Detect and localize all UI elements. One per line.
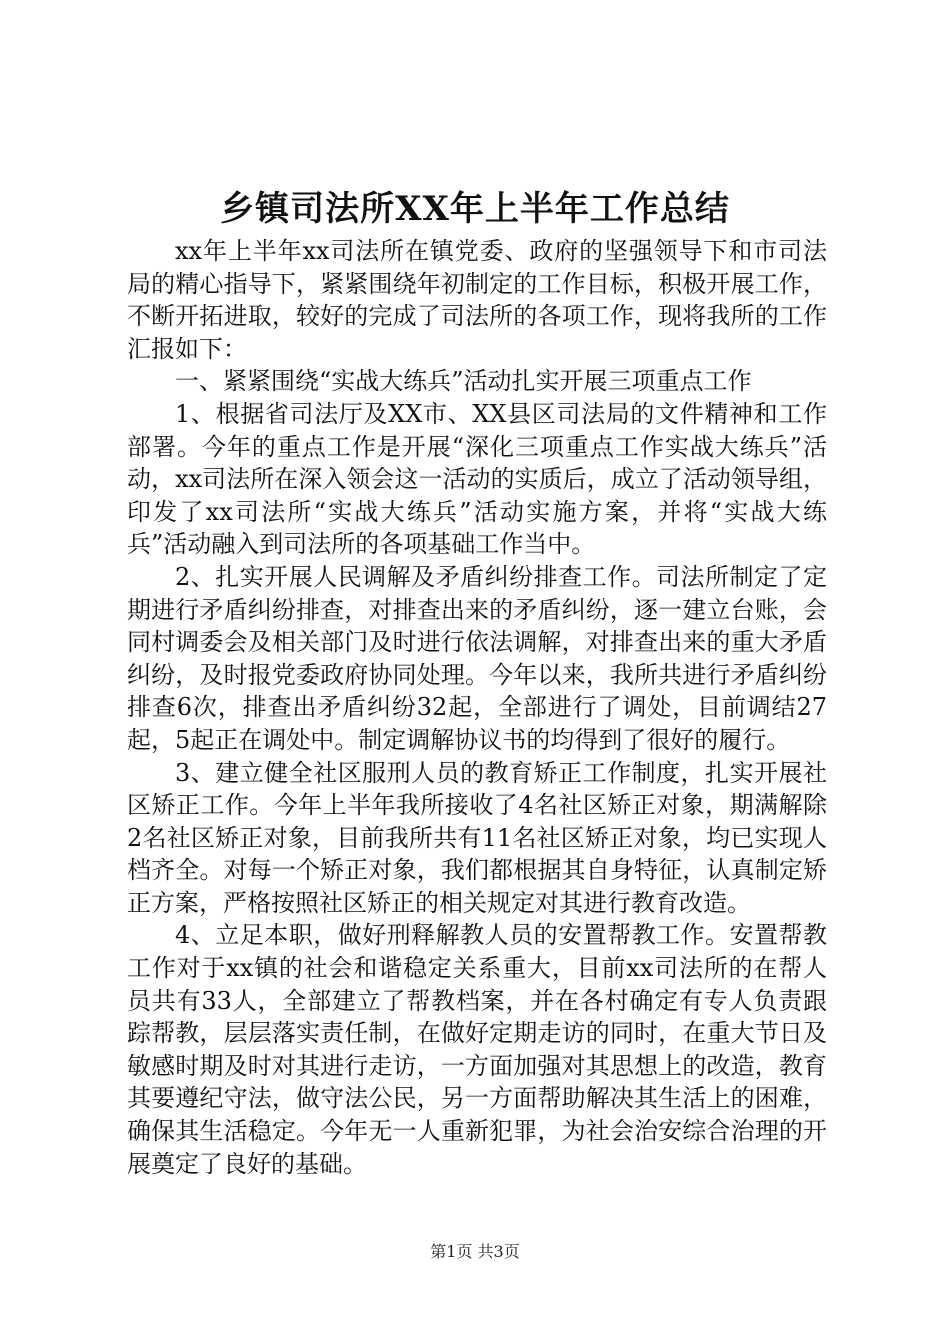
section-heading-1: 一、紧紧围绕“实战大练兵”活动扎实开展三项重点工作 xyxy=(175,367,752,396)
paragraph-item-3: 3、建立健全社区服刑人员的教育矫正工作制度，扎实开展社区矫正工作。今年上半年我所接收了4名社区矫正对象，期满解除2名社区矫正对象，目前我所共有11名社区矫正对象，均已实现人档齐全。对每一个矫正对象，我们都根据其自身特征，认真制定矫正方案，严格按照社区矫正的相关规定对其进行教育改造。 xyxy=(127,758,827,917)
paragraph-intro: xx年上半年xx司法所在镇党委、政府的坚强领导下和市司法局的精心指导下，紧紧围绕年初制定的工作目标，积极开展工作，不断开拓进取，较好的完成了司法所的各项工作，现将我所的工作汇报如下： xyxy=(127,237,827,363)
document-title: 乡镇司法所XX年上半年工作总结 xyxy=(220,189,730,229)
document-body xyxy=(127,235,827,1180)
page-number-footer: 第1页 共3页 xyxy=(430,1242,520,1261)
paragraph-item-2: 2、扎实开展人民调解及矛盾纠纷排查工作。司法所制定了定期进行矛盾纠纷排查，对排查出来的矛盾纠纷，逐一建立台账，会同村调委会及相关部门及时进行依法调解，对排查出来的重大矛盾纠纷，及时报党委政府协同处理。今年以来，我所共进行矛盾纠纷排查6次，排查出矛盾纠纷32起，全部进行了调处，目前调结27起，5起正在调处中。制定调解协议书的均得到了很好的履行。 xyxy=(127,562,827,754)
paragraph-item-4: 4、立足本职，做好刑释解教人员的安置帮教工作。安置帮教工作对于xx镇的社会和谐稳定关系重大，目前xx司法所的在帮人员共有33人，全部建立了帮教档案，并在各村确定有专人负责跟踪帮教，层层落实责任制，在做好定期走访的同时，在重大节日及敏感时期及时对其进行走访，一方面加强对其思想上的改造，教育其要遵纪守法，做守法公民，另一方面帮助解决其生活上的困难，确保其生活稳定。今年无一人重新犯罪，为社会治安综合治理的开展奠定了良好的基础。 xyxy=(127,921,827,1178)
paragraph-item-1: 1、根据省司法厅及XX市、XX县区司法局的文件精神和工作部署。今年的重点工作是开展“深化三项重点工作实战大练兵”活动，xx司法所在深入领会这一活动的实质后，成立了活动领导组，印发了xx司法所“实战大练兵”活动实施方案，并将“实战大练兵”活动融入到司法所的各项基础工作当中。 xyxy=(127,399,827,559)
